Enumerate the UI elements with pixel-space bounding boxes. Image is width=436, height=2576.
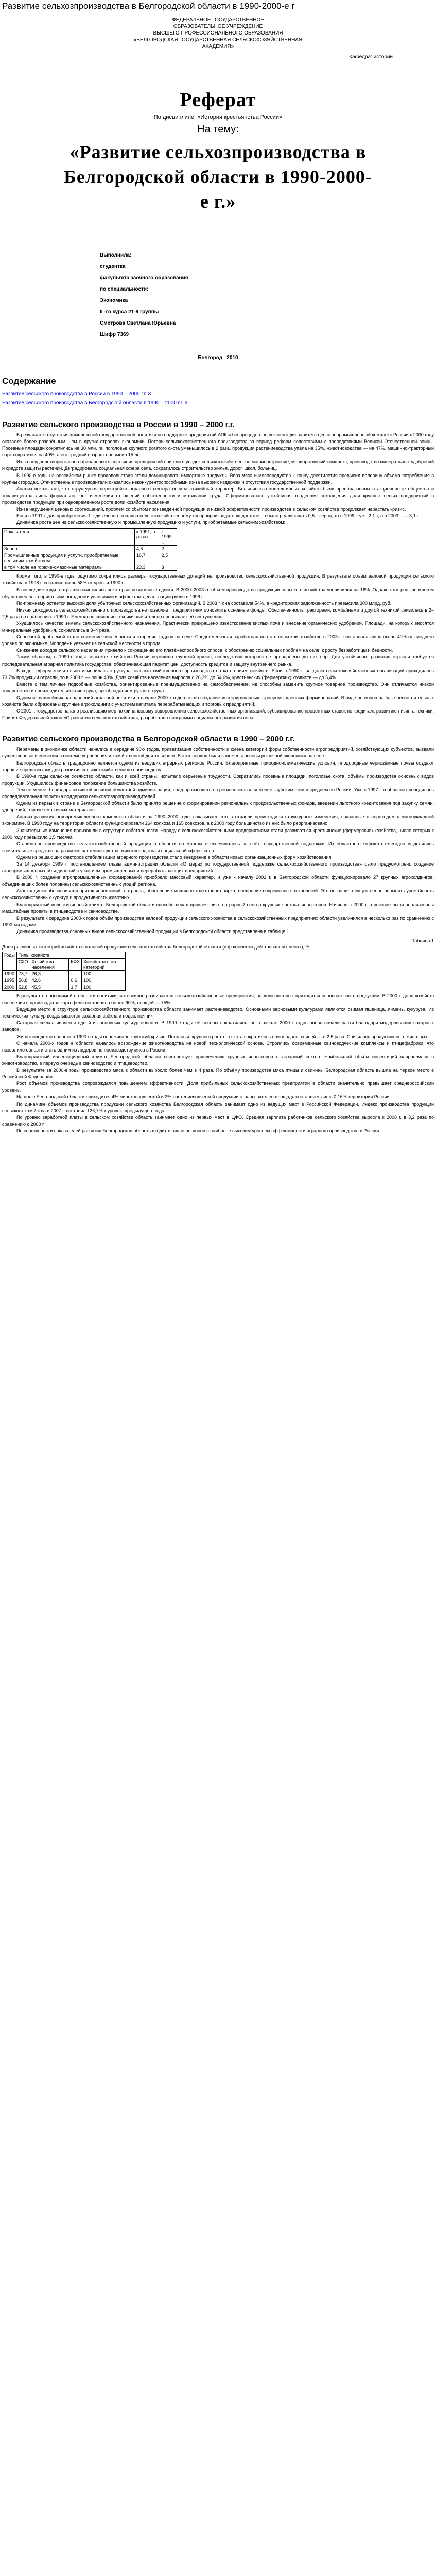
paragraph: По-прежнему остаётся высокой доля убыточных сельскохозяйственных организаций. В 2003 г. она составила 54%, а кредиторская задолженность превысила 300 млрд. руб. [16, 600, 392, 606]
university-line: АКАДЕМИЯ» [202, 44, 234, 49]
table-header-cell: КФХ [69, 959, 82, 971]
table-header-cell: к 1999 г. [160, 529, 177, 546]
paragraph: На долю Белгородской области приходится 4% животноводческой и 2% растениеводческой продукции страны, хотя её площадь составляет лишь 0,16% территории России. [16, 1094, 391, 1100]
table-cell: 45,5 [30, 984, 69, 991]
paragraph: Белгородская область традиционно является одним из ведущих аграрных регионов России. Благоприятные природно-климатические условия, плодородные чернозёмные почвы создают хорошие предпосылки для развития сельскохозяйственного производства. [2, 760, 434, 772]
table-cell: 2,5 [160, 552, 177, 564]
table-cell: 4,5 [135, 546, 160, 552]
info-line: по специальности: [100, 286, 149, 292]
info-line: Экономика [100, 298, 128, 303]
section-1-title: Развитие сельского производства в России в 1990 – 2000 г.г. [2, 420, 235, 429]
info-line: факультета заочного образования [100, 275, 188, 281]
paragraph: По совокупности показателей развития Белгородская область входит в число регионов с наиболее высоким уровнем эффективности аграрного производства в России. [16, 1128, 380, 1133]
table-caption: Таблица 1 [412, 938, 434, 943]
info-line: Смотрова Светлана Юрьевна [100, 320, 176, 326]
info-line: Шифр 7369 [100, 332, 129, 337]
table-cell: 23,3 [135, 564, 160, 571]
table-header-cell: Хозяйства всех категорий [82, 959, 126, 971]
table-cell: в том числе на горюче-смазочные материалы [3, 564, 135, 571]
table-header-row [3, 952, 126, 959]
paragraph: По уровню заработной платы в сельском хозяйстве область занимает одно из первых мест в ЦФО. Средняя зарплата работников сельского хозяйства выросла к 2008 г. в 3,2 раза по сравнению с 2000 г. [2, 1114, 434, 1127]
paragraph: С начала 2000-х годов в области началось возрождение животноводства на новой технологической основе. Строились современные свиноводческие комплексы и птицефабрики, что позволило области стать одним из лидеров по производству мяса в России. [2, 1040, 434, 1053]
paragraph: Ухудшилось качество земель сельскохозяйственного назначения. Практически прекращено известкование кислых почв и внесение органических удобрений. Площади, на которых вносятся минеральные удобрения, сократились в 3–4 раза. [2, 620, 434, 633]
table-row [3, 971, 126, 977]
paragraph: Ведущее место в структуре сельскохозяйственного производства области занимает растениеводство. Основными зерновыми культурами являются озимая пшеница, ячмень, кукуруза. Из технических культур возделываются сахарная свёкла и подсолнечник. [2, 1007, 434, 1019]
paragraph: Одним из первых в стране в Белгородской области было принято решение о формировании региональных продовольственных фондов, введении льготного кредитования под закупку семян, удобрений, горюче-смазочных материалов. [2, 801, 434, 813]
table-cell: 2 [160, 546, 177, 552]
paragraph: С 2001 г. государство начало реализацию мер по финансовому оздоровлению сельскохозяйственных организаций, субсидированию процентных ставок по кредитам, развитию лизинга техники. Принят Федеральный закон «О развитии сельского хозяйства», разработана программа социального развития села. [2, 708, 434, 721]
toc-link-2[interactable]: Развитие сельского производства в Белгородской области в 1990 – 2000 г.г. 9 [2, 400, 188, 406]
table-header-cell: Хозяйства населения [30, 959, 69, 971]
paragraph: Животноводство области в 1990-е годы переживало глубокий кризис. Поголовье крупного рогатого скота сократилось почти вдвое, свиней — в 2,5 раза. Снизилась продуктивность животных. [16, 1033, 429, 1039]
price-dynamics-table [2, 528, 177, 571]
city-year: Белгород– 2010 [198, 355, 238, 361]
paragraph: Анализ развития агропромышленного комплекса области за 1990–2000 годы показывает, что в отрасли происходили структурные изменения, связанные с переходом к многоукладной экономике. В 1990 году на территории области функционировали 264 колхоза и 165 совхозов, а к 2000 году большинство из них было реорганизовано. [2, 814, 434, 826]
paragraph: Агрохолдинги обеспечивали приток инвестиций в отрасль, обновление машинно-тракторного парка, внедрение современных технологий. Это позволило существенно повысить урожайность сельскохозяйственных культур и продуктивность животных. [2, 888, 434, 901]
paragraph: За 14 декабря 1999 г. постановлением главы администрации области «О мерах по государственной поддержке сельскохозяйственного производства» было предусмотрено создание агропромышленных объединений с участием промышленных и перерабатывающих предприятий. [2, 861, 434, 874]
table-cell: 100 [82, 984, 126, 991]
paragraph: Вместе с тем личные подсобные хозяйства, ориентированные преимущественно на самообеспечение, не способны заменить крупное товарное производство. Они отличаются низкой товарностью и производительностью труда, преобладанием ручного труда. [2, 681, 434, 693]
table-cell: 100 [82, 971, 126, 977]
farm-categories-table [2, 952, 126, 991]
paragraph: Динамика производства основных видов сельскохозяйственной продукции в Белгородской области представлена в таблице 1. [16, 928, 291, 934]
section-2-title: Развитие сельского производства в Белгородской области в 1990 – 2000 г.г. [2, 735, 295, 744]
table-row [3, 552, 177, 564]
section-1-body-continued [2, 573, 434, 721]
paragraph: Перемены в экономике области начались в середине 90-х годов, приватизация собственности и смена категорий форм собственности агропредприятий, хозяйствующих субъектов, вызвали существенные изменения в системе управления и хозяйственной деятельности. В этот период были заложены основы рыночной экономики на селе. [2, 747, 434, 759]
table-cell: 52,8 [16, 984, 30, 991]
paragraph: Серьёзной проблемой стало снижение численности и старение кадров на селе. Среднемесячная заработная плата в сельском хозяйстве в 2003 г. составляла лишь около 40% от среднего уровня по экономике. Молодёжь уезжает из сельской местности в города. [2, 634, 434, 647]
table-cell: 42,6 [30, 977, 69, 984]
paragraph: Одним из решающих факторов стабилизации аграрного производства стало внедрение в области новых организационных форм хозяйствования. [16, 854, 333, 860]
paragraph: В результате отсутствия комплексной государственной политики по поддержке предприятий АПК и беспрецедентно высокого диспаритета цен агропромышленный комплекс России к 2000 году оказался более разорённым, чем в других отраслях экономики. Потери сельскохозяйственного производства за период реформ сопоставимы с последствиями Великой Отечественной войны. Посевные площади сократились на 30 млн. га, поголовье крупного рогатого скота уменьшилось в 2 раза, продукция растениеводства упала на 35%, животноводства — на 47%, машинно-тракторный парк сократился на 40%, а его средний возраст превысил 15 лет. [2, 432, 434, 458]
paragraph: Если в 1991 г. для приобретения 1 т дизельного топлива сельскохозяйственному товаропроизводителю достаточно было реализовать 0,5 т зерна, то в 1999 г. уже 2,1 т, а в 2003 г. — 3,1 т. [16, 513, 420, 519]
table-row [3, 564, 177, 571]
university-line: ВЫСШЕГО ПРОФЕССИОНАЛЬНОГО ОБРАЗОВАНИЯ [153, 30, 283, 36]
table-row [3, 984, 126, 991]
table-cell: 3 [160, 564, 177, 571]
paragraph: В результате проводимой в области политики, интенсивно развиваются сельскохозяйственные предприятия, на долю которых приходится основная часть продукции. В 2000 г. доля хозяйств населения в производстве картофеля составляла более 90%, овощей — 75%. [2, 993, 434, 1006]
student-info [100, 250, 434, 341]
paragraph: В 1990-е годы сельское хозяйство области, как и всей страны, испытало серьёзные трудности. Сократились посевные площади, поголовье скота, объёмы производства основных видов продукции. Ухудшилось финансовое положение большинства хозяйств. [2, 773, 434, 786]
section-2-body [2, 746, 434, 935]
table-title: Доля различных категорий хозяйств в валовой продукции сельского хозяйства Белгородской области (в фактически действовавших ценах), % [2, 944, 310, 950]
section-2-body-continued [2, 993, 434, 1134]
university-line: ФЕДЕРАЛЬНОЕ ГОСУДАРСТВЕННОЕ [172, 17, 264, 23]
paragraph: Из-за нарушения ценовых соотношений, проблем со сбытом произведённой продукции и низкой эффективности производства в сельском хозяйстве продолжает нарастать кризис. [16, 506, 406, 512]
table-cell: 0,6 [69, 977, 82, 984]
table-cell: 26,3 [30, 971, 69, 977]
table-header-cell: Годы [3, 952, 17, 971]
paragraph: Тем не менее, благодаря активной позиции областной администрации, спад производства в регионе оказался менее глубоким, чем в среднем по России. Уже с 1997 г. в области проводилась последовательная политика поддержки сельхозтоваропроизводителей. [2, 787, 434, 800]
table-row [3, 977, 126, 984]
paragraph: Динамика роста цен на сельскохозяйственную и промышленную продукцию и услуги, приобретаемые сельским хозяйством: [16, 520, 286, 526]
table-header-cell: Типы хозяйств [16, 952, 125, 959]
table-cell: 2000 [3, 984, 17, 991]
topic-label: На тему: [197, 124, 239, 135]
paragraph: Анализ показывает, что структурная перестройка аграрного сектора носила стихийный характер. Большинство коллективных хозяйств были преобразованы в акционерные общества и товарищества лишь формально, без изменения отношений собственности и мотивации труда. Сформировалась устойчивая тенденция сокращения доли крупных сельхозпредприятий в производстве продукции при одновременном росте доли хозяйств населения. [2, 486, 434, 505]
theme-title: «Развитие сельхозпроизводства в Белгородской области в 1990-2000-е г.» [64, 142, 372, 212]
paragraph: В последние годы в отрасли наметились некоторые позитивные сдвиги. В 2000–2003 гг. объём производства продукции сельского хозяйства увеличился на 16%. Однако этот рост во многом обусловлен благоприятными погодными условиями и эффектом девальвации рубля в 1998 г. [2, 587, 434, 599]
info-line: II -го курса 21-9 группы [100, 309, 159, 315]
paragraph: Благоприятный инвестиционный климат Белгородской области способствует привлечению крупных инвесторов в аграрный сектор. Наибольший объём инвестиций направлялся в животноводство, в первую очередь в свиноводство и птицеводство. [2, 1054, 434, 1066]
paragraph: Сахарная свёкла является одной из основных культур области. В 1990-е годы её посевы сократились, но в начале 2000-х годов вновь начали расти благодаря модернизации сахарных заводов. [2, 1020, 434, 1032]
toc-link-1[interactable]: Развитие сельского производства в России в 1990 – 2000 г.г. 3 [2, 391, 151, 397]
table-subheader-row [3, 959, 126, 971]
university-line: «БЕЛГОРОДСКАЯ ГОСУДАРСТВЕННАЯ СЕЛЬСКОХОЗЯЙСТВЕННАЯ [133, 37, 303, 43]
paragraph: Низкая доходность сельскохозяйственного производства не позволяет предприятиям обновлять основные фонды. Обеспеченность тракторами, комбайнами и другой техникой снизилась в 2–2,5 раза по сравнению с 1990 г. Ежегодное списание техники значительно превышает её поступление. [2, 607, 434, 619]
table-cell: 1990 [3, 971, 17, 977]
referat-heading: Реферат [180, 89, 256, 111]
table-header-cell: Показатели [3, 529, 135, 546]
paragraph: В 2000 г. создание агропромышленных формирований приобрело массовый характер, и уже к началу 2001 г. в Белгородской области функционировало 27 крупных агрохолдингов, объединивших более половины сельскохозяйственных угодий региона. [2, 875, 434, 887]
table-cell: 73,7 [16, 971, 30, 977]
document-title: Развитие сельхозпроизводства в Белгородской области в 1990-2000-е г [2, 1, 295, 11]
paragraph: Снижение доходов сельского населения привело к сокращению его платёжеспособного спроса, к обострению социальных проблем на селе, к росту безработицы и бедности. [16, 648, 393, 653]
university-line: ОБРАЗОВАТЕЛЬНОЕ УЧРЕЖДЕНИЕ [173, 24, 263, 29]
paragraph: Значительные изменения произошли в структуре собственности. Наряду с сельскохозяйственными предприятиями стали развиваться крестьянские (фермерские) хозяйства, число которых к 2000 году превысило 1,5 тысячи. [2, 827, 434, 840]
paragraph: Таким образом, в 1990-е годы сельское хозяйство России пережило глубокий кризис, последствия которого не преодолены до сих пор. Для устойчивого развития отрасли требуется последовательная аграрная политика государства, обеспечивающая паритет цен, доступность кредитов и защиту внутреннего рынка. [2, 654, 434, 667]
paragraph: По динамике объёмов производства продукции сельского хозяйства Белгородская область занимает одно из ведущих мест в Российской Федерации. Индекс производства продукции сельского хозяйства в 2007 г. составил 126,7% к уровню предыдущего года. [2, 1101, 434, 1113]
info-line: Выполнила: [100, 252, 132, 258]
table-cell: Зерно [3, 546, 135, 552]
paragraph: Одним из важнейших направлений аграрной политики в начале 2000-х годов стало создание интегрированных агропромышленных формирований. В ряде регионов на базе несостоятельных хозяйств были образованы крупные агрохолдинги с участием капитала перерабатывающих и торговых предприятий. [2, 695, 434, 707]
table-cell: – [69, 971, 82, 977]
paragraph: Благоприятный инвестиционный климат Белгородской области способствовал привлечению в аграрный сектор крупных частных инвесторов. Начиная с 2000 г. в регионе были реализованы масштабные проекты в птицеводстве и свиноводстве. [2, 902, 434, 914]
info-line: студентка [100, 264, 126, 269]
table-header-row [3, 529, 177, 546]
paragraph: Кроме того, в 1990-е годы ощутимо сократились размеры государственных дотаций на производство сельскохозяйственной продукции. В результате объём валовой продукции сельского хозяйства в 1998 г. составил лишь 58% от уровня 1990 г. [2, 573, 434, 586]
paragraph: В результате за 2000-е годы производство мяса в области выросло более чем в 4 раза. По объёму производства мяса птицы и свинины Белгородская область вышла на первое место в Российской Федерации. [2, 1067, 434, 1080]
paragraph: В 1990-е годы на российском рынке продовольствия стали доминировать импортные продукты. Ввоз мяса и мясопродуктов к концу десятилетия превысил половину объёма потребления в крупных городах. Отечественные производители оказались неконкурентоспособными из-за высоких издержек и отсутствия государственной поддержки. [2, 472, 434, 485]
table-cell: 100 [82, 977, 126, 984]
discipline: По дисциплине: «История крестьянства России» [153, 114, 283, 121]
table-header-cell: к 1991, в разах [135, 529, 160, 546]
paragraph: В ходе реформ значительно изменилась структура сельскохозяйственного производства по категориям хозяйств. Если в 1990 г. на долю сельскохозяйственных организаций приходилось 73,7% продукции отрасли, то в 2003 г. — лишь 40%. Доля хозяйств населения выросла с 26,3% до 54,6%, крестьянских (фермерских) хозяйств — до 5,4%. [2, 668, 434, 680]
table-cell: 56,8 [16, 977, 30, 984]
paragraph: Из-за неудовлетворительного финансового состояния предприятий пришли в упадок сельскохозяйственное машиностроение, мелиоративный комплекс, производство минеральных удобрений и средств защиты растений. Деградировала социальная сфера села, сократилось строительство жилья, дорог, школ, больниц. [2, 459, 434, 471]
table-cell: 16,7 [135, 552, 160, 564]
paragraph: Рост объёмов производства сопровождался повышением эффективности. Доля прибыльных сельскохозяйственных предприятий в области значительно превышает среднероссийский уровень. [2, 1081, 434, 1093]
toc-title: Содержание [2, 376, 56, 386]
university-block [2, 16, 434, 50]
table-cell: 1,7 [69, 984, 82, 991]
paragraph: Стабильное производство сельскохозяйственной продукции в области во многом обеспечивалось за счёт государственной поддержки. Из областного бюджета ежегодно выделялись значительные средства на развитие растениеводства, животноводства и социальной сферы села. [2, 841, 434, 853]
table-header-cell: СХО [16, 959, 30, 971]
table-of-contents [2, 389, 434, 407]
department: Кафедра: истории [349, 54, 393, 60]
table-cell: Промышленные продукция и услуги, приобретаемые сельским хозяйством [3, 552, 135, 564]
table-row [3, 546, 177, 552]
section-1-body [2, 432, 434, 526]
paragraph: В результате к середине 2000-х годов объём производства валовой продукции сельского хозяйства в сельскохозяйственных предприятиях области увеличился в несколько раз по сравнению с 1990-ми годами. [2, 915, 434, 927]
table-cell: 1995 [3, 977, 17, 984]
